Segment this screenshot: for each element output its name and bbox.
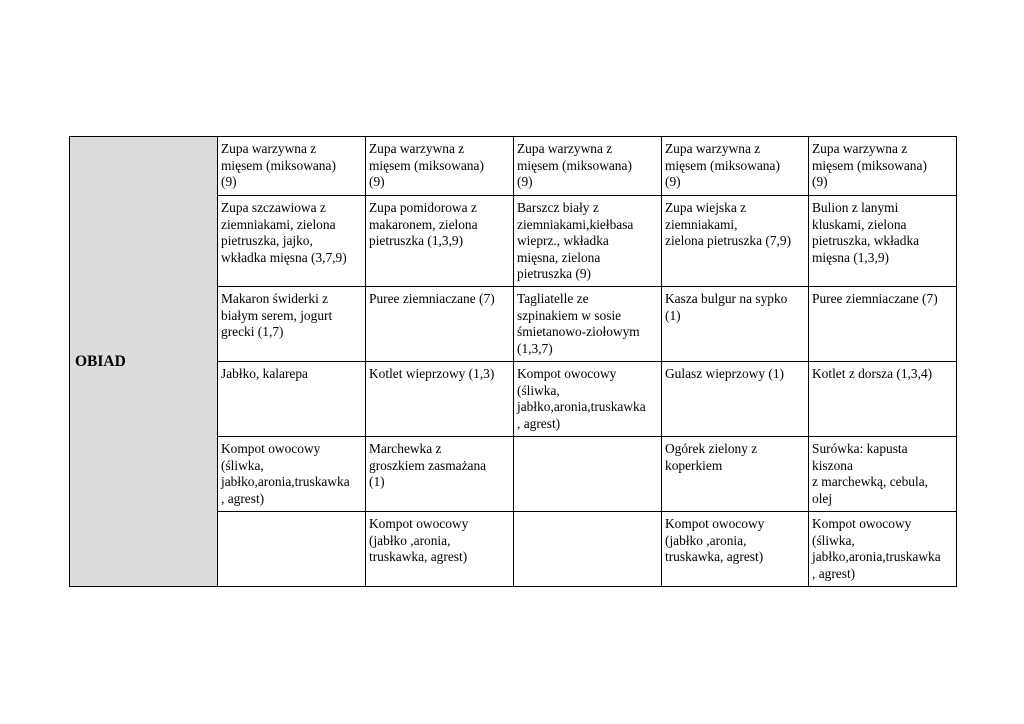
menu-cell: Ogórek zielony z koperkiem — [662, 436, 809, 511]
menu-cell: Jabłko, kalarepa — [218, 361, 366, 436]
menu-cell: Zupa szczawiowa z ziemniakami, zielona pietruszka, jajko, wkładka mięsna (3,7,9) — [218, 196, 366, 287]
menu-cell — [218, 511, 366, 586]
menu-cell: Surówka: kapusta kiszona z marchewką, cebula, olej — [809, 436, 957, 511]
menu-cell — [514, 511, 662, 586]
menu-cell: Zupa warzywna z mięsem (miksowana) (9) — [218, 137, 366, 196]
menu-cell: Zupa warzywna z mięsem (miksowana) (9) — [366, 137, 514, 196]
menu-cell: Kompot owocowy (jabłko ,aronia, truskawka, agrest) — [662, 511, 809, 586]
menu-cell: Puree ziemniaczane (7) — [809, 286, 957, 361]
menu-cell: Tagliatelle ze szpinakiem w sosie śmietanowo-ziołowym (1,3,7) — [514, 286, 662, 361]
meal-label: OBIAD — [70, 137, 218, 587]
menu-cell: Zupa pomidorowa z makaronem, zielona pietruszka (1,3,9) — [366, 196, 514, 287]
menu-cell: Zupa warzywna z mięsem (miksowana) (9) — [662, 137, 809, 196]
menu-cell: Kotlet wieprzowy (1,3) — [366, 361, 514, 436]
menu-cell: Kompot owocowy (śliwka, jabłko,aronia,truskawka , agrest) — [218, 436, 366, 511]
menu-cell: Marchewka z groszkiem zasmażana (1) — [366, 436, 514, 511]
menu-cell: Zupa wiejska z ziemniakami, zielona pietruszka (7,9) — [662, 196, 809, 287]
menu-cell: Puree ziemniaczane (7) — [366, 286, 514, 361]
menu-cell: Kompot owocowy (jabłko ,aronia, truskawka, agrest) — [366, 511, 514, 586]
menu-cell: Kompot owocowy (śliwka, jabłko,aronia,truskawka , agrest) — [514, 361, 662, 436]
menu-cell: Kompot owocowy (śliwka, jabłko,aronia,truskawka , agrest) — [809, 511, 957, 586]
menu-cell: Bulion z lanymi kluskami, zielona pietruszka, wkładka mięsna (1,3,9) — [809, 196, 957, 287]
menu-table — [69, 136, 957, 587]
menu-cell: Zupa warzywna z mięsem (miksowana) (9) — [809, 137, 957, 196]
menu-cell: Zupa warzywna z mięsem (miksowana) (9) — [514, 137, 662, 196]
table-row — [70, 137, 957, 196]
menu-cell: Makaron świderki z białym serem, jogurt grecki (1,7) — [218, 286, 366, 361]
menu-cell — [514, 436, 662, 511]
menu-cell: Kotlet z dorsza (1,3,4) — [809, 361, 957, 436]
menu-cell: Kasza bulgur na sypko (1) — [662, 286, 809, 361]
menu-cell: Gulasz wieprzowy (1) — [662, 361, 809, 436]
menu-cell: Barszcz biały z ziemniakami,kiełbasa wieprz., wkładka mięsna, zielona pietruszka (9) — [514, 196, 662, 287]
